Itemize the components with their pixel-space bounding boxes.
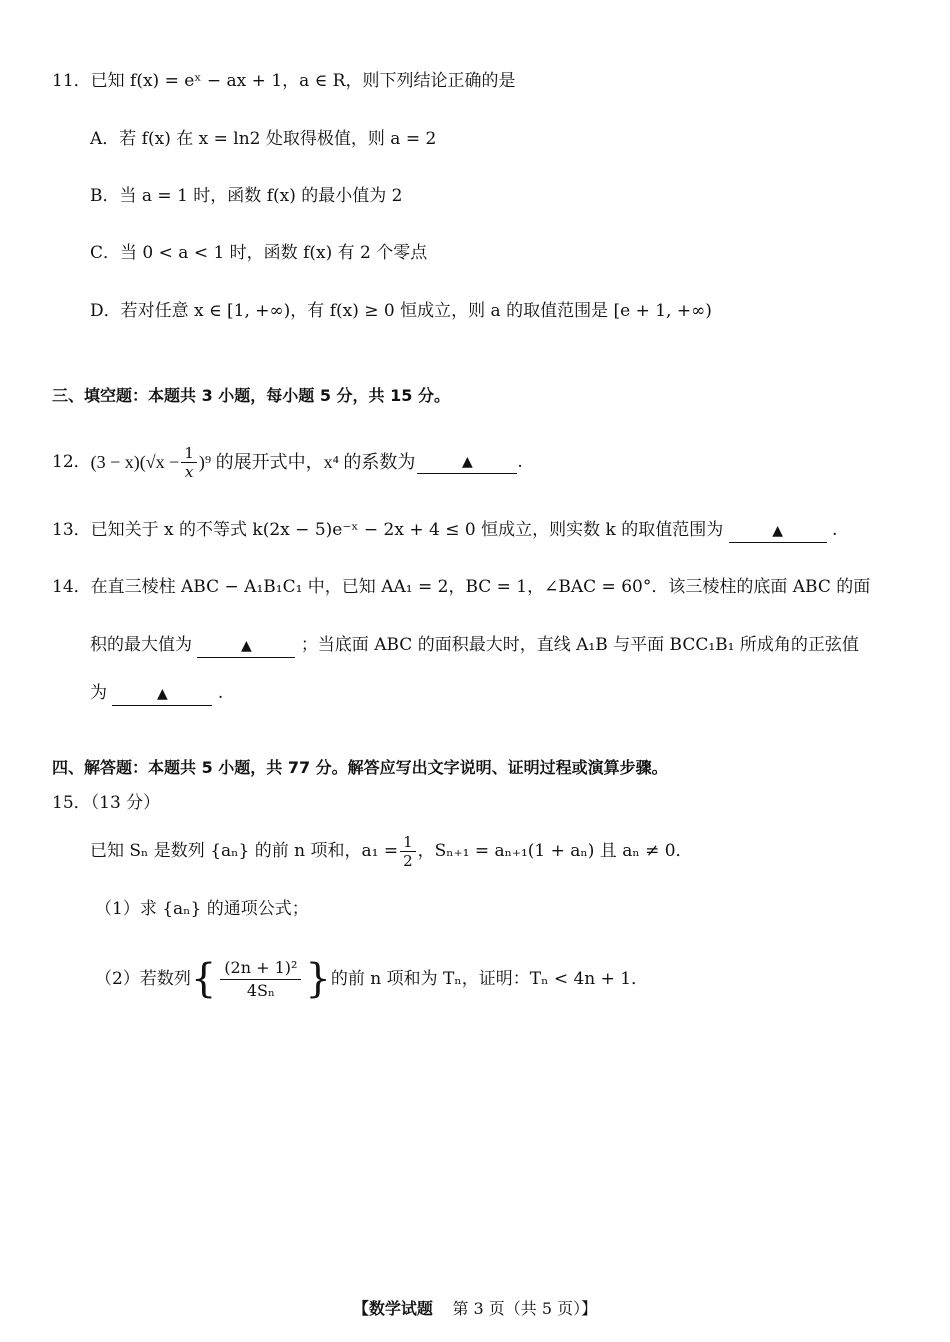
q11-option-b: B．当 a = 1 时，函数 f(x) 的最小值为 2 [90, 186, 403, 206]
q14-line3 [90, 680, 223, 706]
q15-part2 [95, 948, 648, 1010]
q15-part2-end: 的前 n 项和为 Tₙ，证明：Tₙ < 4n + 1． [330, 969, 649, 989]
q11-option-d: D．若对任意 x ∈ [1, +∞)，有 f(x) ≥ 0 恒成立，则 a 的取值范围是 [e + 1, +∞) [90, 301, 712, 321]
q15-header: 15．（13 分） [52, 793, 161, 813]
q12-frac-num: 1 [181, 444, 197, 463]
q12 [52, 437, 523, 487]
page-footer [0, 1296, 950, 1319]
q15-stem [90, 826, 693, 876]
q14-line2-end: ；当底面 ABC 的面积最大时，直线 A₁B 与平面 BCC₁B₁ 所成角的正弦值 [300, 635, 859, 655]
left-brace-icon: { [190, 956, 217, 1002]
footer-label: 【数学试题 [352, 1299, 433, 1318]
q13-text: 13．已知关于 x 的不等式 k(2x − 5)e⁻ˣ − 2x + 4 ≤ 0 恒成立，则实数 k 的取值范围为 [52, 520, 724, 540]
q15-part2-start: （2）若数列 [95, 969, 191, 989]
q12-end: . [517, 452, 523, 472]
q15-half-fraction [400, 833, 416, 870]
q13-end: . [832, 520, 838, 540]
q15-seq-num: (2n + 1)² [220, 957, 301, 980]
section3-heading: 三、填空题：本题共 3 小题，每小题 5 分，共 15 分。 [52, 386, 450, 405]
q14-line2 [90, 632, 859, 658]
q12-number: 12． [52, 452, 91, 472]
q12-frac-den: x [184, 462, 194, 481]
q12-fraction [181, 444, 197, 481]
q13-answer-blank[interactable]: ▲ [729, 520, 827, 543]
q14-line1: 14．在直三棱柱 ABC − A₁B₁C₁ 中，已知 AA₁ = 2，BC = 1，∠BAC = 60°．该三棱柱的底面 ABC 的面 [52, 577, 871, 597]
q14-line2-start: 积的最大值为 [90, 635, 192, 655]
q15-seq-den: 4Sₙ [246, 980, 275, 1000]
q12-expr-prefix: (3 − x)(√x − [90, 452, 180, 472]
q14-line3-start: 为 [90, 683, 107, 703]
q15-stem-start: 已知 Sₙ 是数列 {aₙ} 的前 n 项和，a₁ = [90, 841, 399, 861]
right-brace-icon: } [305, 956, 331, 1002]
q15-seq-fraction [220, 957, 301, 1002]
section4-heading: 四、解答题：本题共 5 小题，共 77 分。解答应写出文字说明、证明过程或演算步骤。 [52, 758, 668, 777]
q11-stem: 11．已知 f(x) = eˣ − ax + 1，a ∈ R，则下列结论正确的是 [52, 71, 516, 91]
q14-answer-blank-1[interactable]: ▲ [197, 635, 295, 658]
footer-page-number: 第 3 页（共 5 页）】 [452, 1299, 598, 1318]
q14-end: . [217, 683, 224, 703]
q11-option-a: A．若 f(x) 在 x = ln2 处取得极值，则 a = 2 [90, 129, 437, 149]
q13 [52, 517, 837, 543]
q11-option-c: C．当 0 < a < 1 时，函数 f(x) 有 2 个零点 [90, 243, 428, 263]
q15-stem-end: ，Sₙ₊₁ = aₙ₊₁(1 + aₙ) 且 aₙ ≠ 0． [417, 841, 693, 861]
q12-answer-blank[interactable]: ▲ [417, 451, 517, 474]
q14-answer-blank-2[interactable]: ▲ [112, 683, 212, 706]
q15-half-den: 2 [403, 851, 413, 870]
q15-part1: （1）求 {aₙ} 的通项公式； [95, 899, 309, 919]
q15-half-num: 1 [400, 833, 416, 852]
q12-expr-suffix: )⁹ 的展开式中，x⁴ 的系数为 [198, 452, 416, 472]
